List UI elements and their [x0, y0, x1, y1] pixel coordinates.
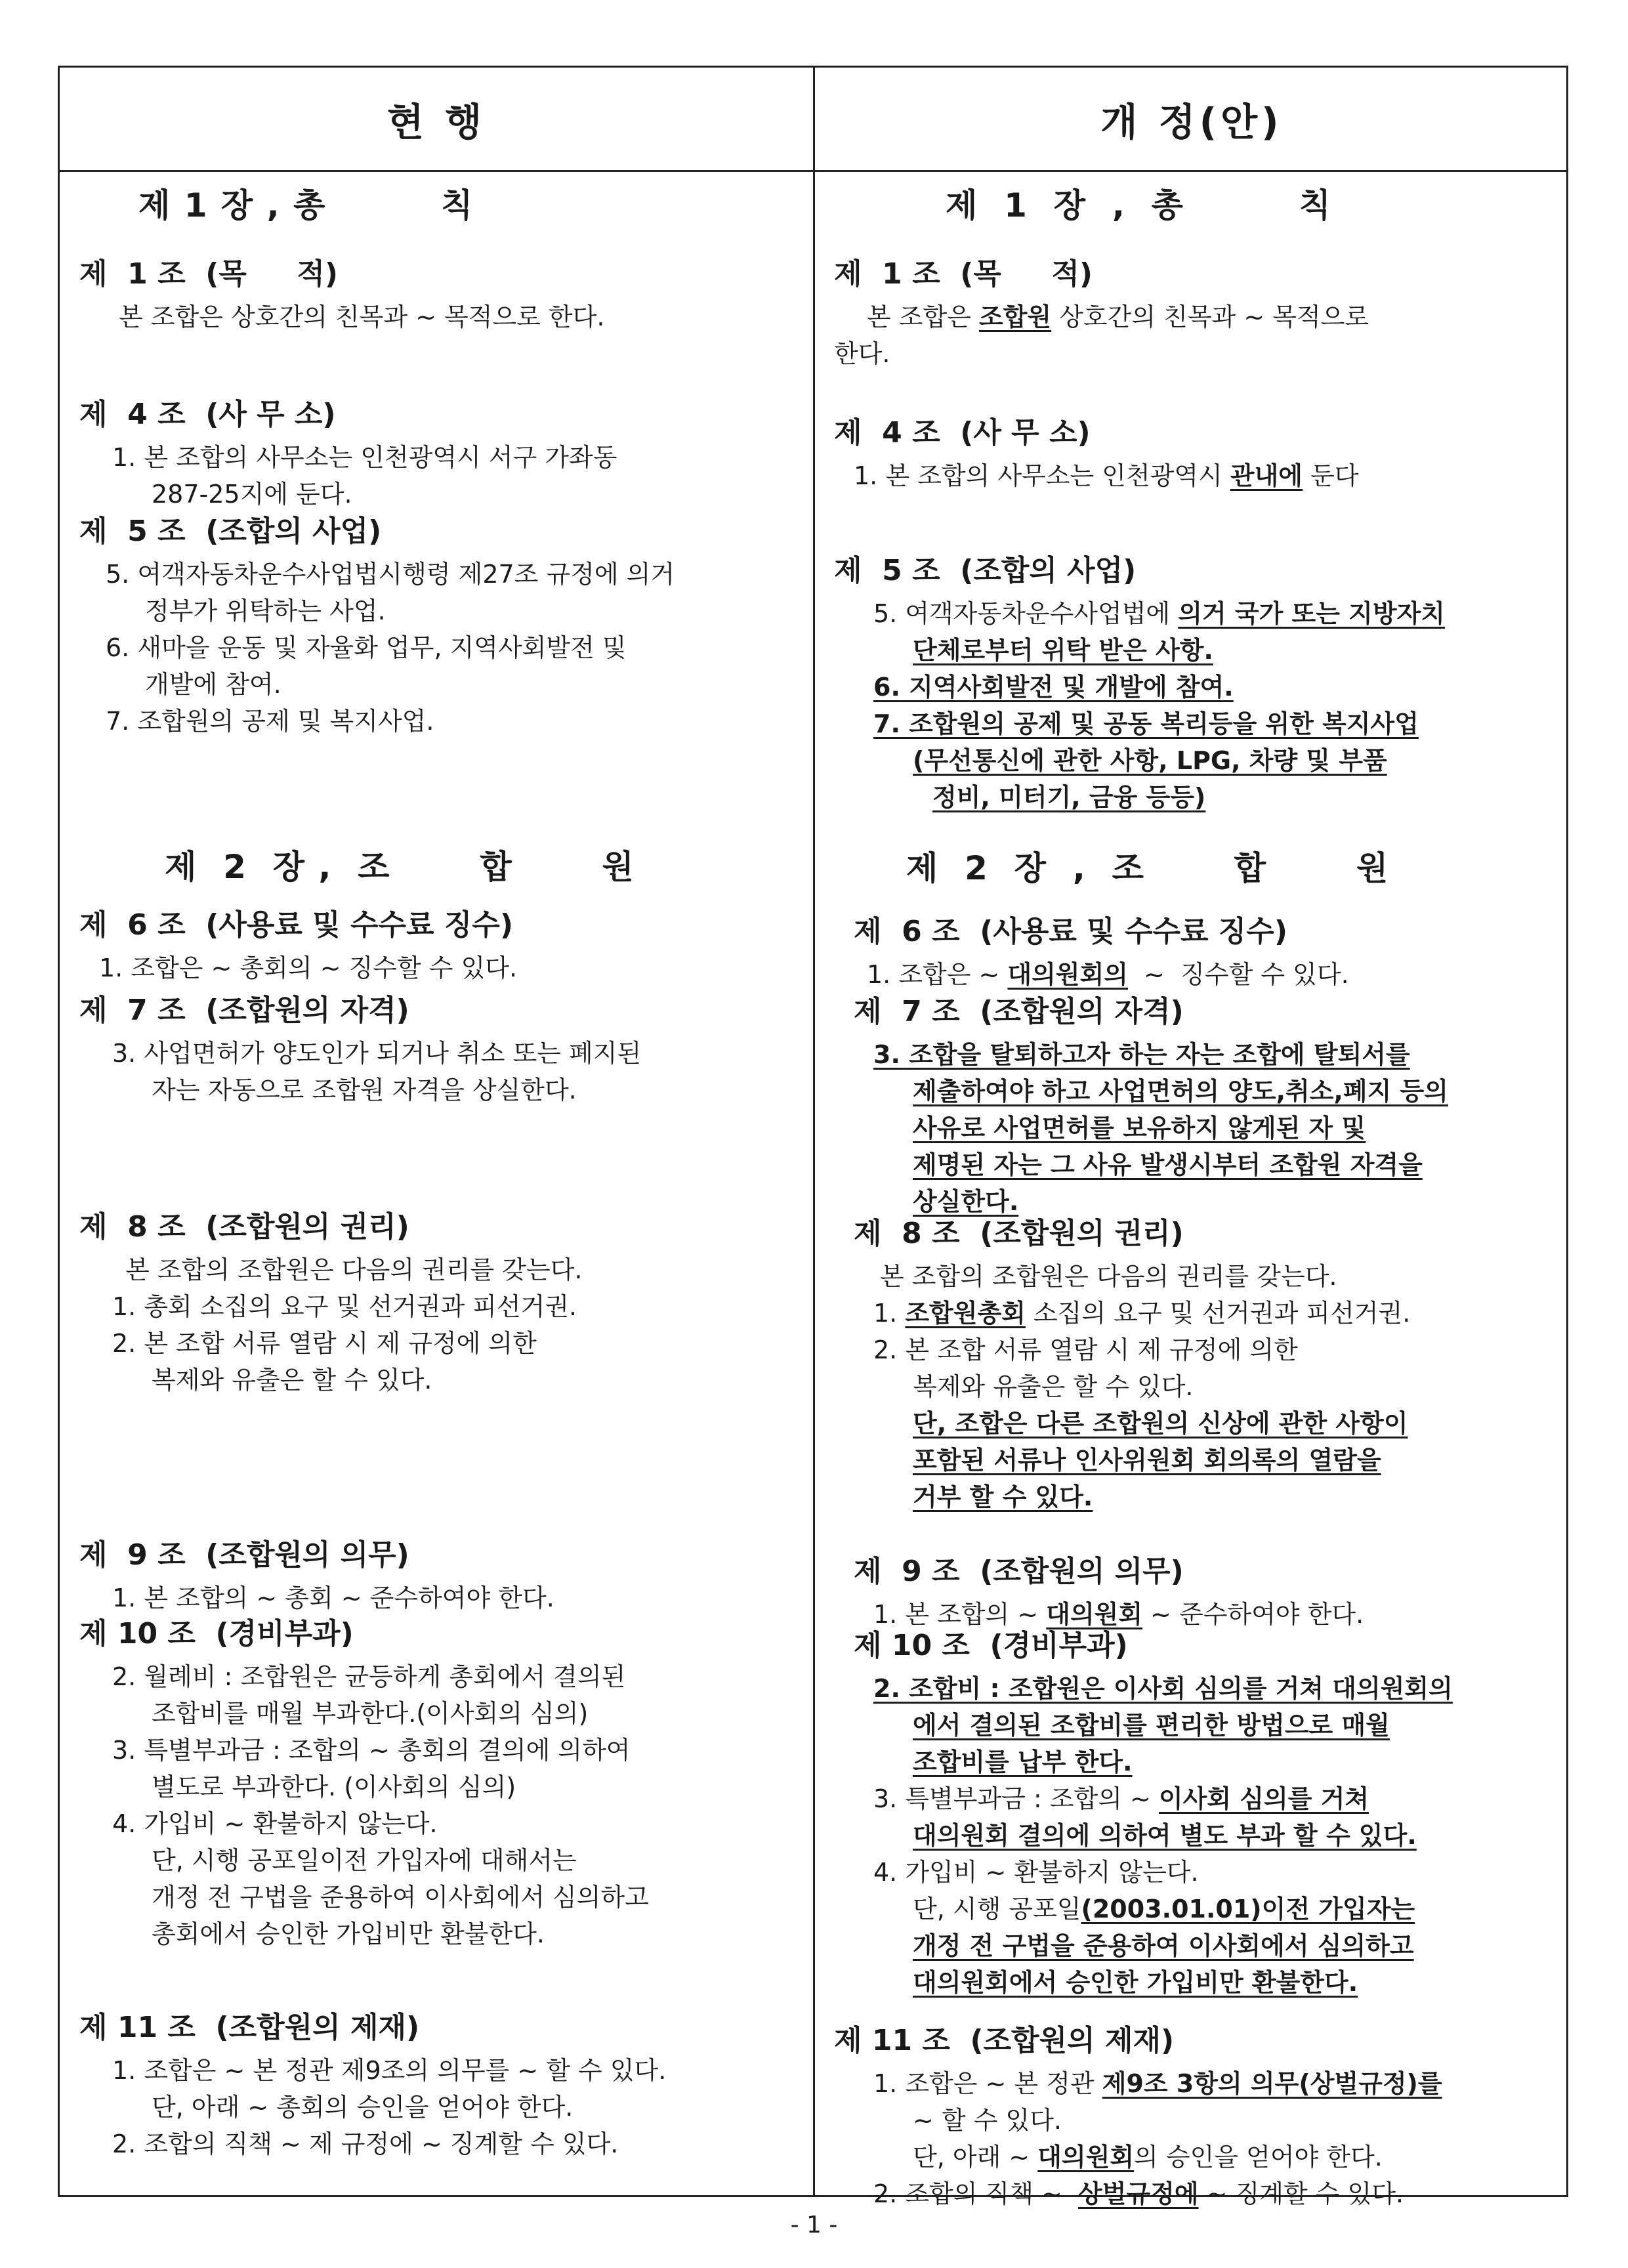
- changed-text: 제9조 3항의 의무(상벌규정)를: [1102, 2069, 1442, 2098]
- article-10-current: 제 10 조 (경비부과) 2. 월례비 : 조합원은 균등하게 총회에서 결의된 조합비를 매월 부과한다.(이사회의 심의) 3. 특별부과금 : 조합의 ~ 총회의 결의에 의하여 별도로 부과한다. (이사회의 심의) 4. 가입비 ~ 환불하지 않는다. 단, 시행 공포일이전 가입자에 대해서는 개정 전 구법을 준용하여 이사회에서 심의하고 총회에서 승인한 가입비만 환불한다.: [79, 1617, 649, 1948]
- changed-text: 조합원: [979, 303, 1052, 331]
- chapter-2-revised: 제 2 장 , 조 합 원: [906, 849, 1390, 887]
- header-revised: 개 정(안): [1100, 100, 1283, 144]
- article-1-revised: 제 1 조 (목 적) 본 조합은 조합원 상호간의 친목과 ~ 목적으로 한다.: [834, 257, 1369, 368]
- article-1-current: 제 1 조 (목 적) 본 조합은 상호간의 친목과 ~ 목적으로 한다.: [79, 257, 605, 331]
- chapter-1-revised: 제 1 장 , 총 칙: [946, 186, 1332, 224]
- article-6-current: 제 6 조 (사용료 및 수수료 징수) 1. 조합은 ~ 총회의 ~ 징수할 수 있다.: [79, 908, 518, 982]
- column-divider: [813, 68, 815, 2195]
- changed-text: 이사회 심의를 거쳐: [1158, 1784, 1369, 1813]
- article-7-revised: 제 7 조 (조합원의 자격) 3. 조합을 탈퇴하고자 하는 자는 조합에 탈퇴서를 제출하여야 하고 사업면허의 양도,취소,폐지 등의 사유로 사업면허를 보유하지 않게된 자 및 제명된 자는 그 사유 발생시부터 조합원 자격을 상실한다.: [854, 995, 1448, 1216]
- article-11-revised: 제 11 조 (조합원의 제재) 1. 조합은 ~ 본 정관 제9조 3항의 의무(상벌규정)를 ~ 할 수 있다. 단, 아래 ~ 대의원회의 승인을 얻어야 한다. 2. 조합의 직책 ~ 상벌규정에 ~ 징계할 수 있다.: [834, 2024, 1442, 2208]
- chapter-2-current: 제 2 장 , 조 합 원: [165, 848, 635, 886]
- comparison-table: [58, 66, 1568, 2208]
- article-11-current: 제 11 조 (조합원의 제재) 1. 조합은 ~ 본 정관 제9조의 의무를 ~ 할 수 있다. 단, 아래 ~ 총회의 승인을 얻어야 한다. 2. 조합의 직책 ~ 제 규정에 ~ 징계할 수 있다.: [79, 2011, 667, 2158]
- article-5-current: 제 5 조 (조합의 사업) 5. 여객자동차운수사업법시행령 제27조 규정에 의거 정부가 위탁하는 사업. 6. 새마을 운동 및 자율화 업무, 지역사회발전 및 개발에 참여. 7. 조합원의 공제 및 복지사업.: [79, 514, 675, 736]
- changed-text: 대의원회: [1037, 2143, 1135, 2172]
- changed-text: 대의원회: [1046, 1600, 1143, 1629]
- article-8-revised: 제 8 조 (조합원의 권리) 본 조합의 조합원은 다음의 권리를 갖는다. 1. 조합원총회 소집의 요구 및 선거권과 피선거권. 2. 본 조합 서류 열람 시 제 규정에 의한 복제와 유출은 할 수 있다. 단, 조합은 다른 조합원의 신상에 관한 사항이 포함된 서류나 인사위원회 회의록의 열람을 거부 할 수 있다.: [854, 1217, 1411, 1511]
- changed-text: (2003.01.01)이전 가입자는: [1081, 1895, 1415, 1923]
- chapter-1-current: 제 1 장 , 총 칙: [138, 186, 474, 224]
- changed-text: 대의원회의: [1007, 960, 1129, 989]
- header-current: 현 행: [386, 100, 486, 144]
- article-9-current: 제 9 조 (조합원의 의무) 1. 본 조합의 ~ 총회 ~ 준수하여야 한다.: [79, 1538, 554, 1612]
- article-4-revised: 제 4 조 (사 무 소) 1. 본 조합의 사무소는 인천광역시 관내에 둔다: [834, 416, 1359, 490]
- changed-text: 상벌규정에: [1078, 2179, 1199, 2208]
- article-10-revised: 제 10 조 (경비부과) 2. 조합비 : 조합원은 이사회 심의를 거쳐 대의원회의 에서 결의된 조합비를 편리한 방법으로 매월 조합비를 납부 한다. 3. 특별부과금 : 조합의 ~ 이사회 심의를 거쳐 대의원회 결의에 의하여 별도 부과 할 수 있다. 4. 가입비 ~ 환불하지 않는다. 단, 시행 공포일(2003.01.01)이전 가입자는 개정 전 구법을 준용하여 이사회에서 심의하고 대의원회에서 승인한 가입비만 환불한다.: [854, 1629, 1453, 1997]
- page-number: - 1 -: [790, 2212, 838, 2238]
- article-6-revised: 제 6 조 (사용료 및 수수료 징수) 1. 조합은 ~ 대의원회의 ~ 징수할 수 있다.: [854, 915, 1349, 989]
- article-4-current: 제 4 조 (사 무 소) 1. 본 조합의 사무소는 인천광역시 서구 가좌동 287-25지에 둔다.: [79, 398, 617, 509]
- changed-text: 관내에: [1230, 461, 1303, 490]
- article-5-revised: 제 5 조 (조합의 사업) 5. 여객자동차운수사업법에 의거 국가 또는 지방자치 단체로부터 위탁 받은 사항. 6. 지역사회발전 및 개발에 참여. 7. 조합원의 공제 및 공동 복리등을 위한 복지사업 (무선통신에 관한 사항, LPG, 차량 및 부품 정비, 미터기, 금융 등등): [834, 554, 1445, 812]
- article-7-current: 제 7 조 (조합원의 자격) 3. 사업면허가 양도인가 되거나 취소 또는 폐지된 자는 자동으로 조합원 자격을 상실한다.: [79, 994, 642, 1104]
- article-8-current: 제 8 조 (조합원의 권리) 본 조합의 조합원은 다음의 권리를 갖는다. 1. 총회 소집의 요구 및 선거권과 피선거권. 2. 본 조합 서류 열람 시 제 규정에 의한 복제와 유출은 할 수 있다.: [79, 1210, 583, 1395]
- article-9-revised: 제 9 조 (조합원의 의무) 1. 본 조합의 ~ 대의원회 ~ 준수하여야 한다.: [854, 1555, 1364, 1629]
- changed-text: 조합원총회: [905, 1299, 1026, 1328]
- changed-text: 의거 국가 또는 지방자치: [1178, 599, 1445, 628]
